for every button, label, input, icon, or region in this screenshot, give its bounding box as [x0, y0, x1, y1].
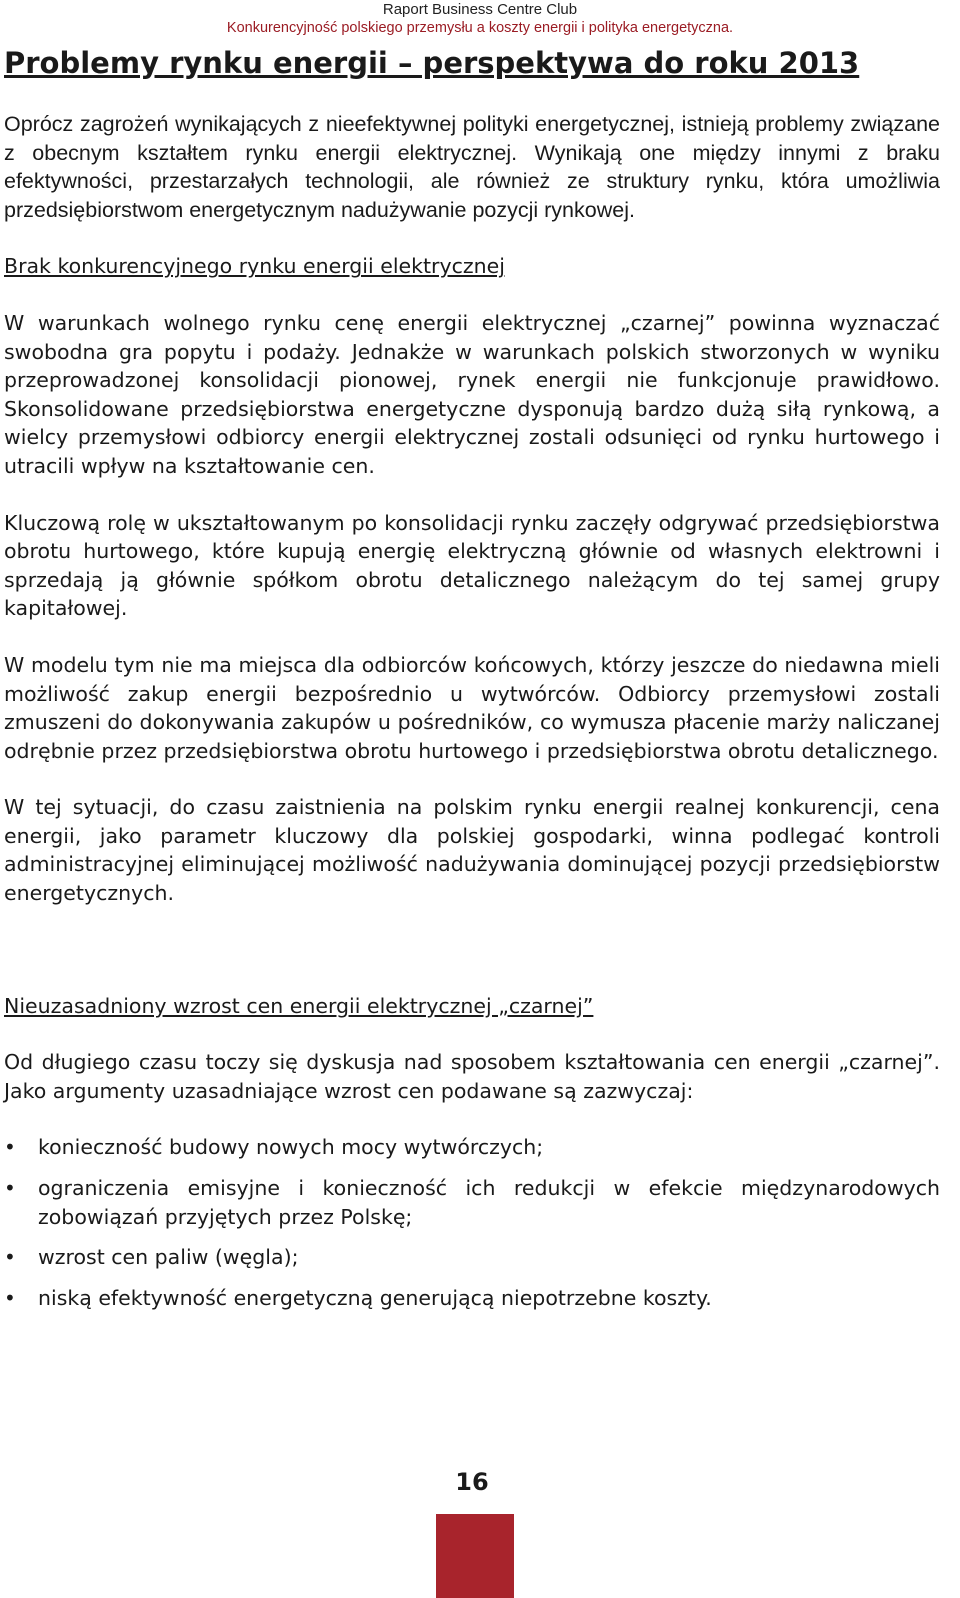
paragraph: W warunkach wolnego rynku cenę energii elektrycznej „czarnej” powinna wyznaczać swobodna gra popytu i podaży. Jednakże w warunkach polskich stworzonych w wyniku przeprowadzonej konsolidacji pionowej, rynek energii nie funkcjonuje prawidłowo. Skonsolidowane przedsiębiorstwa energetyczne dysponują bardzo dużą siłą rynkową, a wielcy przemysłowi odbiorcy energii elektrycznej zostali odsunięci od rynku hurtowego i utracili wpływ na kształtowanie cen. [4, 310, 940, 478]
section-heading-price-increase: Nieuzasadniony wzrost cen energii elektrycznej „czarnej” [4, 993, 594, 1018]
paragraph: W tej sytuacji, do czasu zaistnienia na polskim rynku energii realnej konkurencji, cena energii, jako parametr kluczowy dla polskiej gospodarki, winna podlegać kontroli administracyjnej eliminującej możliwość nadużywania dominującej pozycji przedsiębiorstw energetycznych. [4, 795, 940, 906]
section-spacer [4, 936, 940, 992]
page-header [0, 0, 960, 37]
report-subtitle: Konkurencyjność polskiego przemysłu a koszty energii i polityka energetyczna. [226, 20, 734, 36]
list-item [4, 1243, 940, 1272]
paragraph: Kluczową rolę w ukształtowanym po konsolidacji rynku zaczęły odgrywać przedsiębiorstwa obrotu hurtowego, które kupują energię elektryczną głównie od własnych elektrowni i sprzedają ją głównie spółkom obrotu detalicznego należącym do tej samej grupy kapitałowej. [4, 510, 940, 621]
list-item-text: wzrost cen paliw (węgla); [38, 1245, 299, 1270]
bullet-icon: • [4, 1135, 16, 1160]
document-body [4, 110, 940, 1324]
report-title: Raport Business Centre Club [382, 1, 578, 18]
list-item-text: konieczność budowy nowych mocy wytwórczych; [38, 1135, 544, 1160]
main-heading: Problemy rynku energii – perspektywa do roku 2013 [4, 46, 860, 80]
list-item [4, 1174, 940, 1231]
bullet-icon: • [4, 1176, 16, 1201]
list-item [4, 1284, 940, 1313]
list-item-text: ograniczenia emisyjne i konieczność ich redukcji w efekcie międzynarodowych zobowiązań przyjętych przez Polskę; [38, 1176, 940, 1229]
bullet-icon: • [4, 1245, 16, 1270]
paragraph: W modelu tym nie ma miejsca dla odbiorców końcowych, którzy jeszcze do niedawna mieli możliwość zakup energii bezpośrednio u wytwórców. Odbiorcy przemysłowi zostali zmuszeni do dokonywania zakupów u pośredników, co wymusza płacenie marży naliczanej odrębnie przez przedsiębiorstwa obrotu hurtowego i przedsiębiorstwa obrotu detalicznego. [4, 652, 940, 763]
list-item-text: niską efektywność energetyczną generującą niepotrzebne koszty. [38, 1285, 712, 1310]
list-item [4, 1133, 940, 1162]
footer-accent-block [436, 1514, 514, 1598]
paragraph: Od długiego czasu toczy się dyskusja nad sposobem kształtowania cen energii „czarnej”. Jako argumenty uzasadniające wzrost cen podawane są zazwyczaj: [4, 1050, 940, 1103]
intro-paragraph: Oprócz zagrożeń wynikających z nieefektywnej polityki energetycznej, istnieją problemy związane z obecnym kształtem rynku energii elektrycznej. Wynikają one między innymi z braku efektywności, przestarzałych technologii, ale również ze struktury rynku, która umożliwia przedsiębiorstwom energetycznym nadużywanie pozycji rynkowej. [4, 112, 940, 222]
bullet-icon: • [4, 1285, 16, 1310]
page-number: 16 [455, 1468, 489, 1496]
section-heading-no-competition: Brak konkurencyjnego rynku energii elektrycznej [4, 254, 505, 279]
argument-list [4, 1133, 940, 1312]
